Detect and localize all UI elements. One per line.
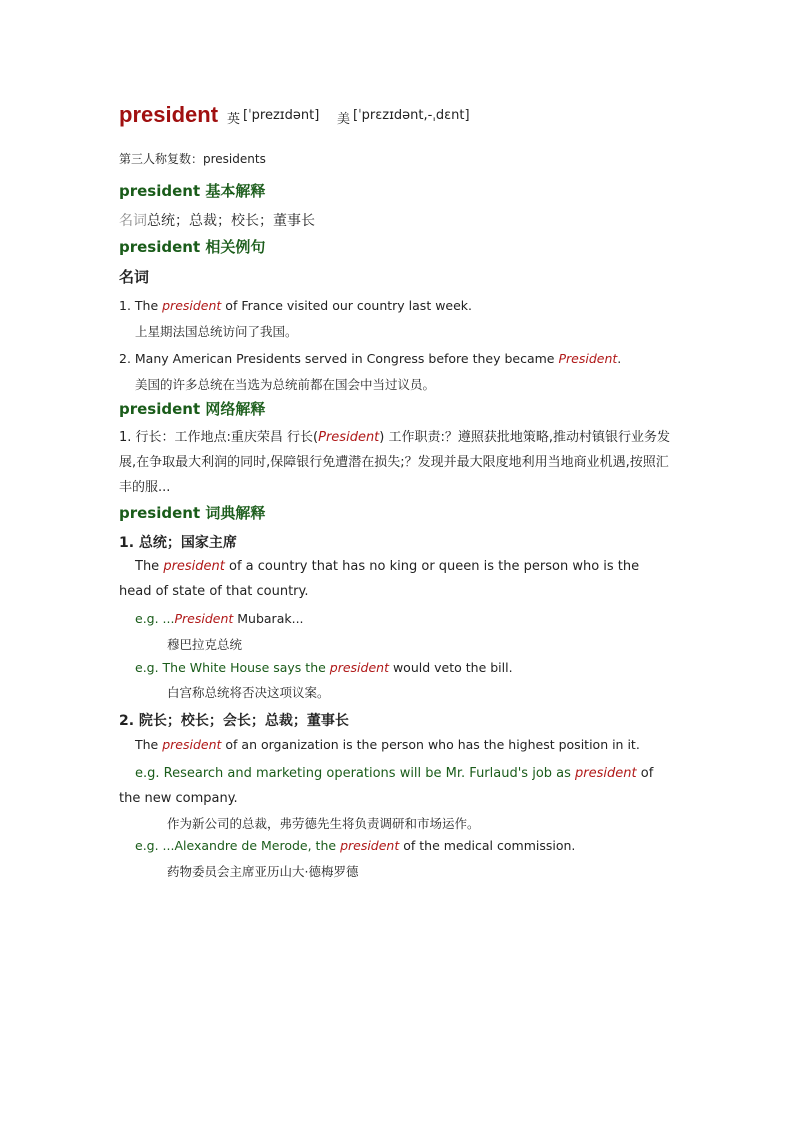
pron-us: [ˈprɛzɪdənt,-ˌdɛnt] <box>353 108 470 123</box>
section-basic-title: president 基本解释 <box>119 182 266 200</box>
dict-sense-1-eg-2: e.g. The White House says the president would veto the bill. <box>135 660 513 675</box>
dict-sense-1-eg-1: e.g. ...President Mubarak... <box>135 611 304 626</box>
example-2: 2. Many American Presidents served in Congress before they became President. <box>119 351 622 366</box>
example-2-translation: 美国的许多总统在当选为总统前都在国会中当过议员。 <box>135 377 436 392</box>
dict-sense-2-eg-1-translation: 作为新公司的总裁，弗劳德先生将负责调研和市场运作。 <box>167 816 480 831</box>
dict-sense-2-eg-2-translation: 药物委员会主席亚历山大·德梅罗德 <box>167 864 359 879</box>
dict-sense-2-eg-1: e.g. Research and marketing operations will be Mr. Furlaud's job as president of the new company. <box>119 766 654 806</box>
headword: president <box>119 102 219 127</box>
meaning-text: 总统；总裁；校长；董事长 <box>147 213 315 229</box>
pron-uk-label: 英 <box>227 112 241 127</box>
basic-meaning <box>119 210 315 230</box>
dict-sense-2-eg-2: e.g. ...Alexandre de Merode, the president of the medical commission. <box>135 838 576 853</box>
examples-pos: 名词 <box>119 268 150 286</box>
example-1: 1. The president of France visited our country last week. <box>119 298 473 313</box>
dict-sense-2-def: The president of an organization is the person who has the highest position in it. <box>135 737 640 752</box>
pos-label: 名词 <box>119 213 147 229</box>
dict-sense-1-head: 1. 总统；国家主席 <box>119 535 237 551</box>
section-web-title: president 网络解释 <box>119 400 266 418</box>
pron-uk: [ˈprezɪdənt] <box>243 108 320 123</box>
dict-sense-1-eg-1-translation: 穆巴拉克总统 <box>167 637 243 652</box>
dict-sense-2-head: 2. 院长；校长；会长；总裁；董事长 <box>119 713 349 729</box>
section-examples-title: president 相关例句 <box>119 238 266 256</box>
plural-form: 第三人称复数：presidents <box>119 152 266 166</box>
example-1-translation: 上星期法国总统访问了我国。 <box>135 324 298 339</box>
dict-sense-1-eg-2-translation: 白宫称总统将否决这项议案。 <box>167 685 330 700</box>
section-dict-title: president 词典解释 <box>119 504 266 522</box>
web-definition: 1. 行长：工作地点:重庆荣昌 行长(President) 工作职责:？遵照获批地策略,推动村镇银行业务发展,在争取最大利润的同时,保障银行免遭潜在损失;？发现并最大限度地利用当地商业机遇,按照汇丰的服... <box>119 430 670 495</box>
dictionary-entry <box>119 100 675 879</box>
pron-us-label: 美 <box>337 112 351 127</box>
headword-line <box>119 100 675 134</box>
dict-sense-1-def: The president of a country that has no king or queen is the person who is the head of state of that country. <box>119 559 640 599</box>
